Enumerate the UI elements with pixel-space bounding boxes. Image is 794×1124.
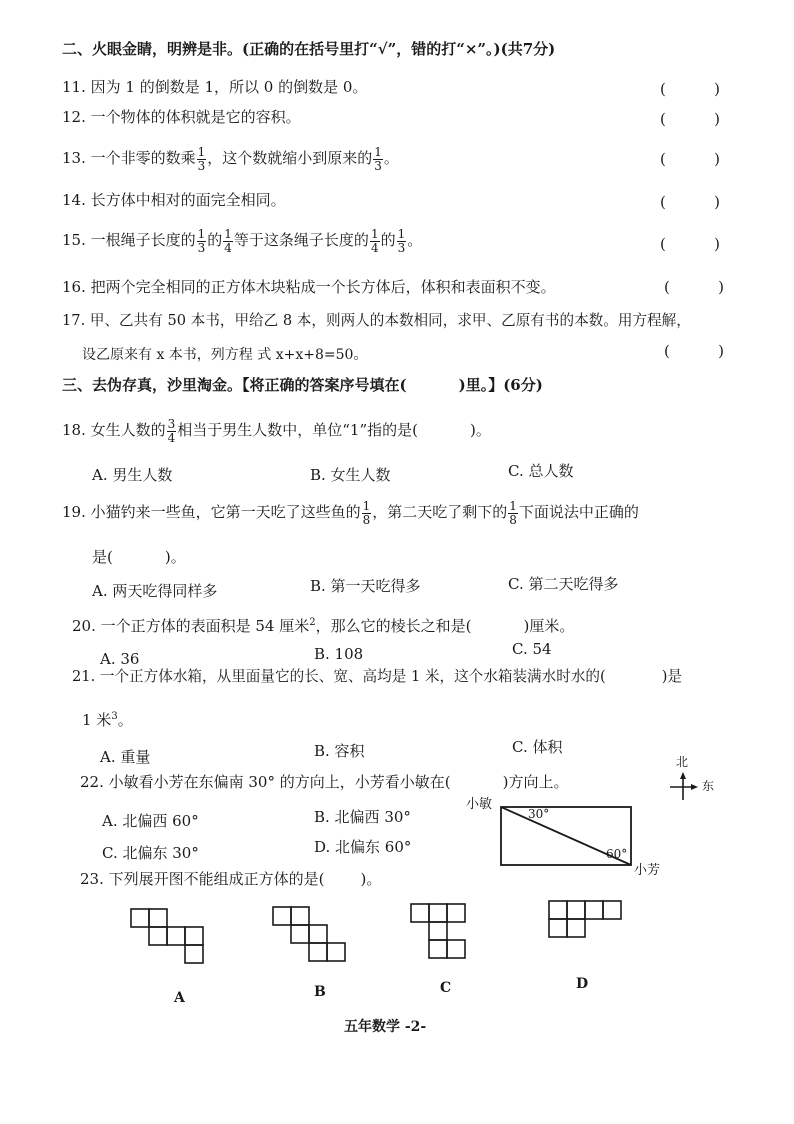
option-21-a[interactable]: A. 重量 — [100, 748, 151, 766]
question-20: 20. 一个正方体的表面积是 54 厘米$^2$，那么它的棱长之和是( )厘米。 — [72, 617, 575, 635]
answer-paren-17[interactable]: ( ) — [664, 342, 724, 360]
net-label-c: C — [440, 980, 452, 996]
question-19-line1: 19. 小猫钓来一些鱼，它第一天吃了这些鱼的 $\frac{1}{8}$ ，第二天吃了剩下的 $\frac{1}{8}$ 下面说法中正确的 — [62, 499, 639, 527]
net-label-b: B — [314, 984, 326, 1000]
north-label: 北 — [676, 755, 689, 769]
option-19-c[interactable]: C. 第二天吃得多 — [508, 575, 619, 593]
option-22-d[interactable]: D. 北偏东 60° — [314, 838, 412, 856]
compass-icon — [668, 772, 698, 802]
option-20-c[interactable]: C. 54 — [512, 640, 552, 658]
question-12: 12. 一个物体的体积就是它的容积。 — [62, 108, 301, 126]
question-15: 15. 一根绳子长度的 $\frac{1}{3}$ 的 $\frac{1}{4}$ 等于这条绳子长度的 $\frac{1}{4}$ 的 $\frac{1}{3}$ 。 — [62, 227, 423, 255]
xiaomin-label: 小敏 — [466, 797, 493, 812]
page-footer: 五年数学 -2- — [344, 1019, 427, 1035]
option-18-a[interactable]: A. 男生人数 — [92, 466, 173, 484]
net-label-a: A — [174, 990, 185, 1006]
section3-title: 三、去伪存真，沙里淘金。【将正确的答案序号填在( )里。】(6分) — [62, 376, 543, 394]
fraction-one-third: $\frac{1}{3}$ — [397, 227, 406, 255]
option-22-c[interactable]: C. 北偏东 30° — [102, 844, 199, 862]
east-label: 东 — [702, 779, 715, 793]
question-16: 16. 把两个完全相同的正方体木块粘成一个长方体后，体积和表面积不变。 — [62, 278, 556, 296]
question-22: 22. 小敏看小芳在东偏南 30° 的方向上，小芳看小敏在( )方向上。 — [80, 773, 569, 791]
fraction-one-fourth: $\frac{1}{4}$ — [224, 227, 232, 255]
angle-30-label: 30° — [528, 807, 550, 821]
cube-net-c[interactable] — [410, 903, 470, 965]
fraction-one-third: $\frac{1}{3}$ — [374, 145, 382, 173]
answer-paren-12[interactable]: ( ) — [660, 110, 720, 128]
option-18-c[interactable]: C. 总人数 — [508, 462, 574, 480]
answer-paren-13[interactable]: ( ) — [660, 150, 720, 168]
fraction-one-eighth: $\frac{1}{8}$ — [509, 499, 517, 527]
option-22-a[interactable]: A. 北偏西 60° — [102, 812, 199, 830]
fraction-one-eighth: $\frac{1}{8}$ — [362, 499, 371, 527]
question-21-line1: 21. 一个正方体水箱，从里面量它的长、宽、高均是 1 米，这个水箱装满水时水的( )是 — [72, 668, 682, 685]
net-label-d: D — [576, 976, 589, 992]
answer-paren-14[interactable]: ( ) — [660, 193, 720, 211]
question-13: 13. 一个非零的数乘 $\frac{1}{3}$ ，这个数就缩小到原来的 $\frac{1}{3}$ 。 — [62, 145, 399, 173]
fraction-one-third: $\frac{1}{3}$ — [197, 145, 206, 173]
option-18-b[interactable]: B. 女生人数 — [310, 466, 391, 484]
question-17-line2: 设乙原来有 x 本书，列方程 式 x+x+8=50。 — [82, 347, 368, 363]
section2-title: 二、火眼金睛，明辨是非。(正确的在括号里打“√”，错的打“×”。)(共7分) — [62, 40, 556, 58]
angle-60-label: 60° — [606, 847, 628, 861]
cube-net-b[interactable] — [272, 906, 352, 966]
cube-net-a[interactable] — [130, 908, 210, 966]
option-21-b[interactable]: B. 容积 — [314, 742, 365, 760]
answer-paren-15[interactable]: ( ) — [660, 235, 720, 253]
cube-net-d[interactable] — [548, 900, 628, 944]
question-11: 11. 因为 1 的倒数是 1，所以 0 的倒数是 0。 — [62, 78, 368, 96]
question-21-line2: 1 米$^3$。 — [82, 711, 133, 729]
fraction-one-fourth: $\frac{1}{4}$ — [370, 227, 379, 255]
option-19-a[interactable]: A. 两天吃得同样多 — [92, 582, 218, 600]
fraction-one-third: $\frac{1}{3}$ — [197, 227, 206, 255]
question-19-line2: 是( )。 — [92, 548, 186, 566]
option-20-a[interactable]: A. 36 — [100, 650, 140, 668]
answer-paren-16[interactable]: ( ) — [664, 278, 724, 296]
question-23: 23. 下列展开图不能组成正方体的是( )。 — [80, 870, 382, 888]
question-14: 14. 长方体中相对的面完全相同。 — [62, 191, 286, 209]
option-22-b[interactable]: B. 北偏西 30° — [314, 808, 411, 826]
option-21-c[interactable]: C. 体积 — [512, 738, 563, 756]
xiaofang-label: 小芳 — [634, 863, 661, 878]
option-20-b[interactable]: B. 108 — [314, 645, 364, 663]
question-18: 18. 女生人数的 $\frac{3}{4}$ 相当于男生人数中，单位“1”指的是( )。 — [62, 417, 491, 445]
option-19-b[interactable]: B. 第一天吃得多 — [310, 577, 421, 595]
fraction-three-fourths: $\frac{3}{4}$ — [167, 417, 176, 445]
answer-paren-11[interactable]: ( ) — [660, 80, 720, 98]
question-17-line1: 17. 甲、乙共有 50 本书，甲给乙 8 本，则两人的本数相同，求甲、乙原有书的本数。用方程解， — [62, 312, 691, 329]
